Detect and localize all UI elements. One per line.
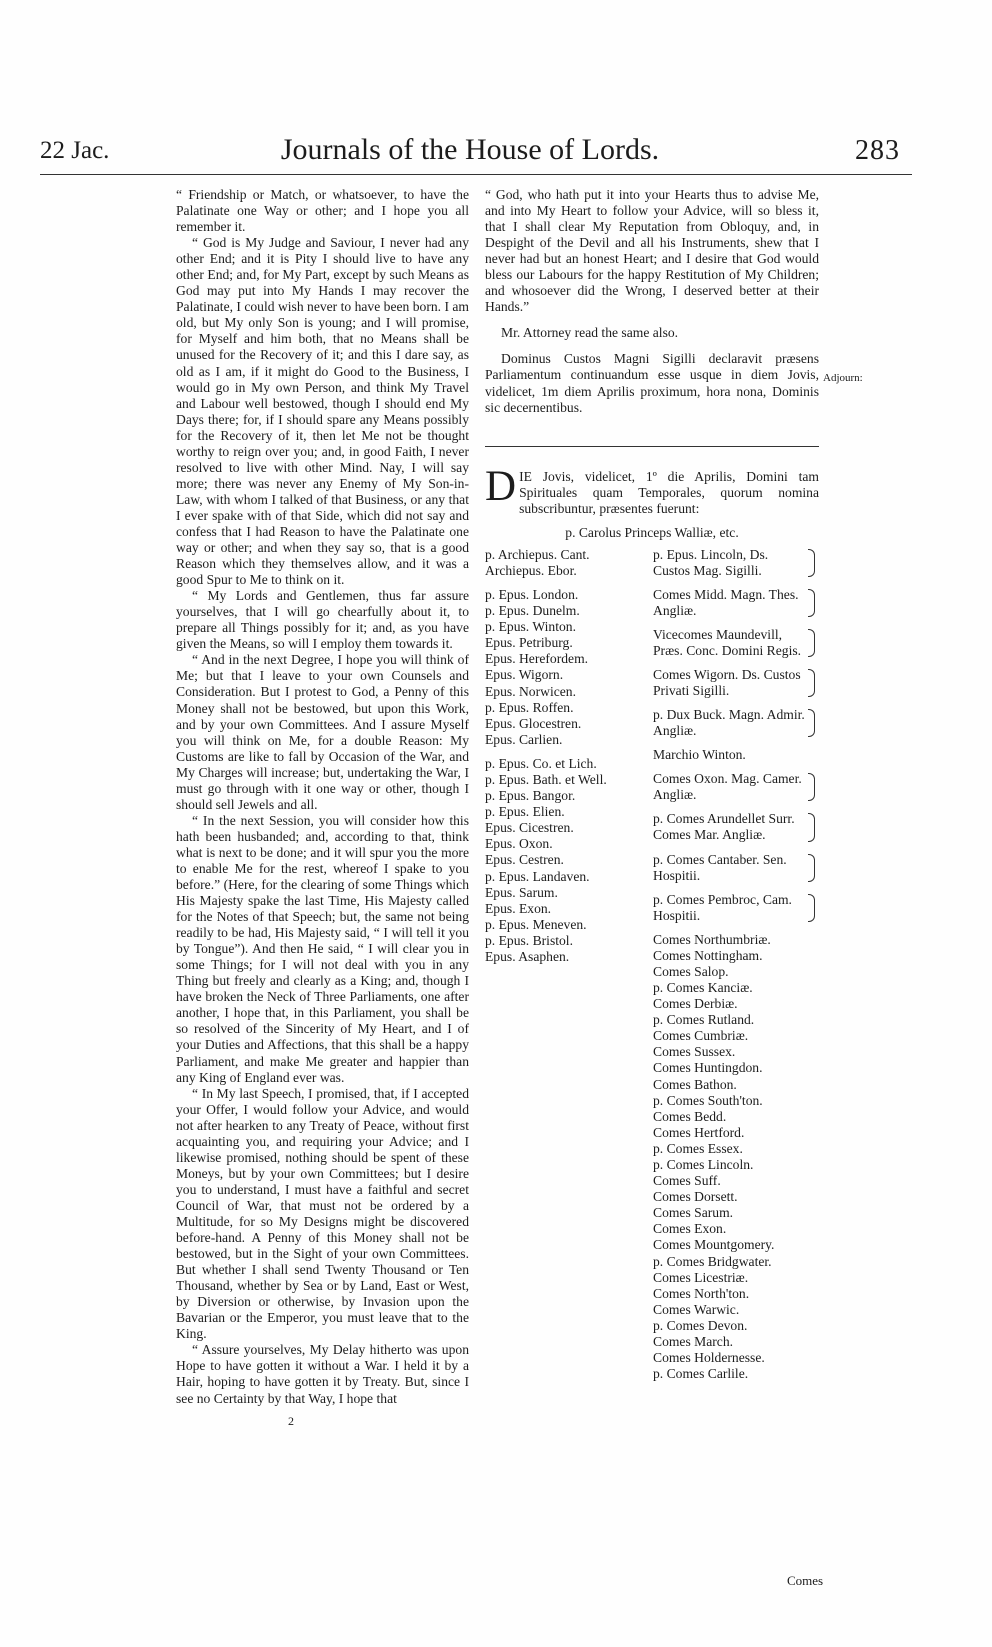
earl-entry: Comes Huntingdon. [653, 1060, 763, 1076]
officer-entry: Comes Oxon. Mag. Camer. Angliæ. [653, 771, 819, 803]
bishop-entry: p. Epus. Co. et Lich. [485, 755, 597, 771]
bishop-entry: p. Epus. Winton. [485, 619, 576, 635]
officer-entry: Comes Wigorn. Ds. Custos Privati Sigilli. [653, 667, 819, 699]
bishop-entry: Epus. Petriburg. [485, 635, 573, 651]
speech-conclusion: “ God, who hath put it into your Hearts thus to advise Me, and into My Heart to follow your Advice, will so bless it, that I shall clear My Reputation from Obloquy, and, in Despight of the Devil and all his Instruments, shew that I never had but an honest Heart; and I desire that God would bless our Labours for the happy Restitution of My Children; and whosoever did the Wrong, I deserved better at their Hands.” [485, 187, 819, 315]
session-text: IE Jovis, videlicet, 1º die Aprilis, Domini tam Spirituales quam Temporales, quorum nomina subscribuntur, præsentes fuerunt: [519, 468, 819, 516]
earl-entry: Comes Hertford. [653, 1124, 745, 1140]
signature-mark: 2 [288, 1413, 294, 1428]
earl-entry: Comes Bedd. [653, 1108, 727, 1124]
bishop-entry: Epus. Norwicen. [485, 683, 576, 699]
earl-entry: p. Comes Essex. [653, 1140, 743, 1156]
bishop-entry: Epus. Carlien. [485, 731, 563, 747]
earl-entry: Comes Nottingham. [653, 947, 763, 963]
temporal-lords-list [653, 547, 819, 1383]
left-column [176, 187, 469, 1429]
attendance-roll [485, 547, 819, 1407]
bishop-entry: Epus. Sarum. [485, 884, 558, 900]
bishop-entry: Epus. Cicestren. [485, 820, 574, 836]
bishop-entry: Epus. Asaphen. [485, 949, 570, 965]
officer-entry: p. Comes Arundellet Surr. Comes Mar. Angliæ. [653, 811, 819, 843]
prince-entry: p. Carolus Princeps Walliæ, etc. [565, 524, 739, 540]
officer-entry: p. Comes Cantaber. Sen. Hospitii. [653, 852, 819, 884]
earl-entry: Comes March. [653, 1334, 734, 1350]
earl-entry: Comes Licestriæ. [653, 1269, 749, 1285]
officer-entry: Marchio Winton. [653, 747, 746, 763]
bishops-list [485, 547, 645, 965]
earl-entry: Comes Salop. [653, 963, 729, 979]
earl-entry: Comes Sussex. [653, 1044, 736, 1060]
officer-entry: p. Epus. Lincoln, Ds. Custos Mag. Sigilli. [653, 547, 819, 579]
header-page-number: 283 [855, 135, 900, 166]
bishop-entry: p. Epus. London. [485, 586, 579, 602]
bishop-entry: p. Epus. Dunelm. [485, 603, 580, 619]
bishop-entry: p. Epus. Bangor. [485, 788, 576, 804]
bishop-entry: p. Archiepus. Cant. [485, 546, 590, 562]
earl-entry: Comes Sarum. [653, 1205, 734, 1221]
officer-entry: Vicecomes Maundevill, Præs. Conc. Domini Regis. [653, 627, 819, 659]
attorney-note: Mr. Attorney read the same also. [501, 325, 679, 341]
running-header [40, 133, 900, 173]
speech-paragraph: “ In My last Speech, I promised, that, if I accepted your Offer, I would follow your Advice, and would not after hearken to any Treaty of Peace, without first acquainting you, and requiring your Advice; and I likewise promised, nothing should be spent of these Moneys, but by your own Committees; but I desire you to understand, I must have a faithful and secret Council of War, that must not be ordered by a Multitude, for so My Designs might be discovered before-hand. A Penny of this Money shall not be bestowed, but in the Sight of your own Committees. But whether I shall send Twenty Thousand or Ten Thousand, whether by Sea or by Land, East or West, by Diversion or otherwise, by Invasion upon the Bavarian or the Emperor, you must leave that to the King. [176, 1085, 469, 1342]
bishop-entry: Epus. Glocestren. [485, 715, 582, 731]
bishop-entry: p. Epus. Roffen. [485, 699, 574, 715]
speech-paragraph: “ God is My Judge and Saviour, I never had any other End; and it is Pity I should live to have any other End; and, for My Part, except by such Means as God may put into My Hands I may recover the Palatinate, I could wish never to have been born. I am old, but My only Son is young; and I will promise, for Myself and him both, that no Means shall be unused for the Recovery of it; and this I dare say, as old as I am, if it might do Good to the Business, I would go in My own Person, and think My Travel and Labour well bestowed, though I should end My Days there; for, if I should spare any Means possibly for the Recovery of it, then let Me not be thought worthy to reign over you; and, in good Faith, I never resolved to live with other Mind. Nay, I will say more; there was never any Enemy of My Son-in-Law, with whom I talked of that Business, or any that I ever spake with of that Side, which did not say and confess that I had Reason to have the Palatinate one way or other; and when they say so, that is a good Reason which they themselves allow, and it was a good Spur to Me to think on it. [176, 235, 469, 588]
bishop-entry: Epus. Herefordem. [485, 651, 589, 667]
margin-note-adjourn: Adjourn: [823, 372, 863, 384]
officer-entry: p. Dux Buck. Magn. Admir. Angliæ. [653, 707, 819, 739]
bishop-entry: Epus. Cestren. [485, 852, 564, 868]
bishop-entry: p. Epus. Meneven. [485, 916, 587, 932]
bishop-entry: Epus. Oxon. [485, 836, 553, 852]
earl-entry: Comes Bathon. [653, 1076, 737, 1092]
bishop-entry: Epus. Exon. [485, 900, 552, 916]
section-divider [485, 446, 819, 447]
header-regnal-year: 22 Jac. [40, 137, 110, 164]
session-entry [485, 462, 819, 517]
earl-entry: p. Comes Carlile. [653, 1366, 749, 1382]
earl-entry: Comes Derbiæ. [653, 996, 738, 1012]
officer-entry: p. Comes Pembroc, Cam. Hospitii. [653, 892, 819, 924]
officer-entry: Comes Midd. Magn. Thes. Angliæ. [653, 587, 819, 619]
earl-entry: p. Comes Kanciæ. [653, 979, 753, 995]
earl-entry: Comes Mountgomery. [653, 1237, 775, 1253]
speech-paragraph: “ Assure yourselves, My Delay hitherto was upon Hope to have gotten it without a War. I held it by a Hair, hoping to have gotten it by Treaty. But, since I see no Certainty by that Way, I hope that [176, 1342, 469, 1406]
catchword: Comes [787, 1573, 824, 1588]
earl-entry: Comes North'ton. [653, 1285, 750, 1301]
bishop-entry: p. Epus. Bristol. [485, 932, 573, 948]
earl-entry: Comes Cumbriæ. [653, 1028, 749, 1044]
earl-entry: p. Comes South'ton. [653, 1092, 763, 1108]
adjournment-entry: Dominus Custos Magni Sigilli declaravit præsens Parliamentum continuandum esse usque in diem Jovis, videlicet, 1m diem Aprilis proximum, hora nona, Dominis sic decernentibus. [485, 351, 819, 415]
bishop-entry: p. Epus. Landaven. [485, 868, 590, 884]
speech-paragraph: “ And in the next Degree, I hope you will think of Me; but that I leave to your own Counsels and Consideration. But I protest to God, a Penny of this Money shall not be bestowed, but upon this Work, and by your own Committees. And I assure Myself you will think on Me, for a double Reason: My Customs are like to fall by Occasion of the War, and My Charges will increase; but, undertaking the War, I must go through with it one way or other, though I should sell Jewels and all. [176, 652, 469, 812]
earl-entry: Comes Northumbriæ. [653, 931, 771, 947]
bishop-entry: p. Epus. Elien. [485, 804, 565, 820]
header-rule [40, 174, 912, 175]
right-column [485, 187, 819, 1407]
earl-entry: Comes Dorsett. [653, 1189, 738, 1205]
earl-entry: Comes Holdernesse. [653, 1350, 765, 1366]
earl-entry: p. Comes Rutland. [653, 1012, 755, 1028]
earl-entry: Comes Warwic. [653, 1301, 740, 1317]
drop-capital: D [485, 462, 517, 510]
bishop-entry: p. Epus. Bath. et Well. [485, 772, 607, 788]
header-title: Journals of the House of Lords. [280, 133, 660, 166]
speech-paragraph: “ Friendship or Match, or whatsoever, to have the Palatinate one Way or other; and I hope you all remember it. [176, 187, 469, 235]
speech-paragraph: “ My Lords and Gentlemen, thus far assure yourselves, that I will go chearfully about it, to prepare all Things possibly for it; and, as you have given the Means, so will I employ them towards it. [176, 588, 469, 652]
bishop-entry: Epus. Wigorn. [485, 667, 564, 683]
earl-entry: Comes Exon. [653, 1221, 727, 1237]
speech-paragraph: “ In the next Session, you will consider how this hath been husbanded; and, according to that, think what is next to be done; and it will spur you the more to enable Me for the rest, whereof I spake to you before.” (Here, for the clearing of some Things which His Majesty spake the last Time, His Majesty called for the Notes of that Speech; but, the same not being readily to be had, His Majesty said, “ I will tell it you by Tongue”). And then He said, “ I will clear you in some Things; for I will not deal with you in any Thing but freely and clearly as a King; and, though I have broken the Neck of Three Parliaments, one after another, I hope that, in this Parliament, you shall be so resolved of the Sincerity of My Heart, and I of your Duties and Affections, that this shall be a happy Parliament, and make Me greater and happier than any King of England ever was. [176, 812, 469, 1085]
earl-entry: p. Comes Devon. [653, 1317, 748, 1333]
earl-entry: Comes Suff. [653, 1173, 721, 1189]
earl-entry: p. Comes Bridgwater. [653, 1253, 772, 1269]
bishop-entry: Archiepus. Ebor. [485, 562, 577, 578]
earl-entry: p. Comes Lincoln. [653, 1157, 754, 1172]
